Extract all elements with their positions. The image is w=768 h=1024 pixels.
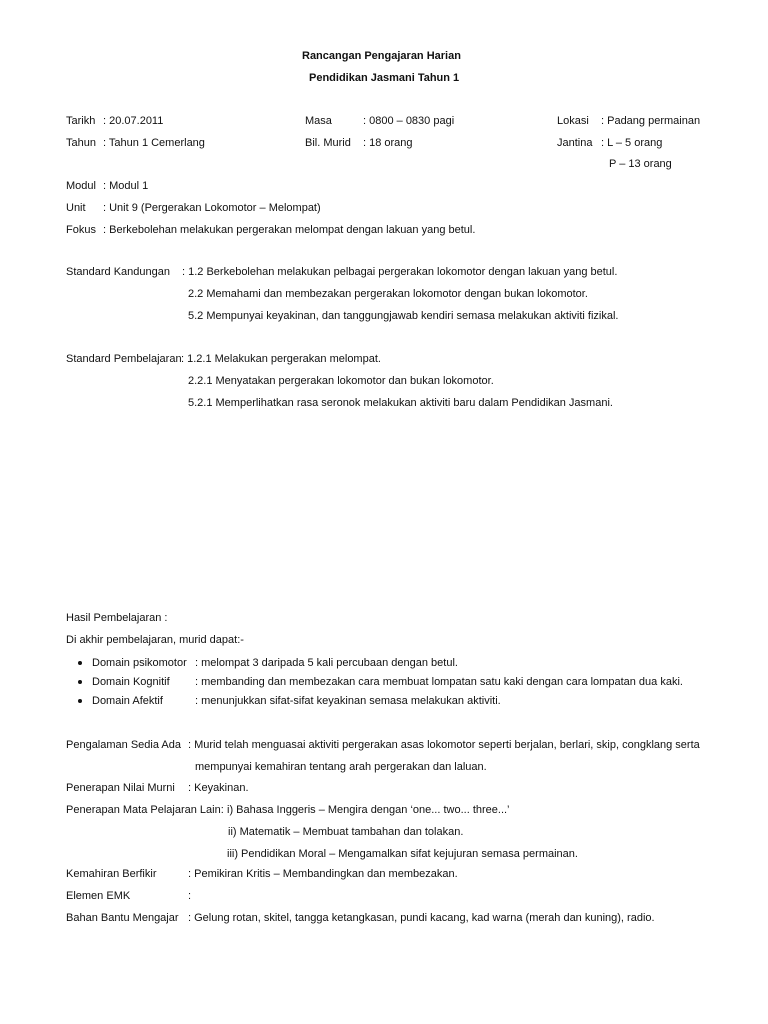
fokus-value: : Berkebolehan melakukan pergerakan melompat dengan lakuan yang betul. (103, 224, 476, 236)
unit-value: : Unit 9 (Pergerakan Lokomotor – Melompat) (103, 202, 321, 214)
domain-name: Domain psikomotor (92, 657, 187, 669)
nilai-murni-value: : Keyakinan. (188, 782, 249, 794)
domain-value: : menunjukkan sifat-sifat keyakinan semasa melakukan aktiviti. (195, 695, 501, 707)
kemahiran-label: Kemahiran Berfikir (66, 868, 157, 880)
standard-pembelajaran-item: 2.2.1 Menyatakan pergerakan lokomotor dan bukan lokomotor. (188, 375, 494, 387)
document-subtitle: Pendidikan Jasmani Tahun 1 (309, 72, 460, 84)
bullet-icon (78, 680, 82, 684)
lokasi-label: Lokasi (557, 115, 589, 127)
emk-label: Elemen EMK (66, 890, 131, 902)
tarikh-value: : 20.07.2011 (103, 115, 164, 127)
kemahiran-value: : Pemikiran Kritis – Membandingkan dan membezakan. (188, 868, 458, 880)
pengalaman-value-line1: : Murid telah menguasai aktiviti pergerakan asas lokomotor seperti berjalan, berlari, skip, congklang serta (188, 739, 700, 751)
jantina-label: Jantina (557, 137, 593, 149)
pengalaman-value-line2: mempunyai kemahiran tentang arah pergerakan dan laluan. (195, 761, 487, 773)
standard-kandungan-item: : 1.2 Berkebolehan melakukan pelbagai pergerakan lokomotor dengan lakuan yang betul. (182, 266, 618, 278)
masa-label: Masa (305, 115, 332, 127)
fokus-label: Fokus (66, 224, 96, 236)
tahun-value: : Tahun 1 Cemerlang (103, 137, 205, 149)
standard-kandungan-item: 2.2 Memahami dan membezakan pergerakan lokomotor dengan bukan lokomotor. (188, 288, 588, 300)
emk-value: : (188, 890, 192, 902)
document-title: Rancangan Pengajaran Harian (302, 50, 461, 62)
mata-pelajaran-item: i) Bahasa Inggeris – Mengira dengan ‘one... two... three...’ (227, 804, 510, 816)
standard-pembelajaran-item: : 1.2.1 Melakukan pergerakan melompat. (181, 353, 381, 365)
bahan-value: : Gelung rotan, skitel, tangga ketangkasan, pundi kacang, kad warna (merah dan kuning), radio. (188, 912, 655, 924)
mata-pelajaran-item: ii) Matematik – Membuat tambahan dan tolakan. (228, 826, 464, 838)
hasil-intro: Di akhir pembelajaran, murid dapat:- (66, 634, 244, 646)
hasil-pembelajaran-label: Hasil Pembelajaran : (66, 612, 168, 624)
bullet-icon (78, 661, 82, 665)
pengalaman-label: Pengalaman Sedia Ada (66, 739, 181, 751)
tarikh-label: Tarikh (66, 115, 96, 127)
unit-label: Unit (66, 202, 86, 214)
domain-value: : melompat 3 daripada 5 kali percubaan dengan betul. (195, 657, 458, 669)
jantina-value-lelaki: : L – 5 orang (601, 137, 663, 149)
modul-label: Modul (66, 180, 96, 192)
bil-murid-label: Bil. Murid (305, 137, 351, 149)
bullet-icon (78, 699, 82, 703)
tahun-label: Tahun (66, 137, 96, 149)
standard-kandungan-item: 5.2 Mempunyai keyakinan, dan tanggungjawab kendiri semasa melakukan aktiviti fizikal. (188, 310, 619, 322)
domain-name: Domain Afektif (92, 695, 163, 707)
standard-kandungan-label: Standard Kandungan (66, 266, 170, 278)
domain-name: Domain Kognitif (92, 676, 170, 688)
bil-murid-value: : 18 orang (363, 137, 413, 149)
mata-pelajaran-item: iii) Pendidikan Moral – Mengamalkan sifat kejujuran semasa permainan. (227, 848, 578, 860)
standard-pembelajaran-item: 5.2.1 Memperlihatkan rasa seronok melakukan aktiviti baru dalam Pendidikan Jasmani. (188, 397, 613, 409)
modul-value: : Modul 1 (103, 180, 149, 192)
standard-pembelajaran-label: Standard Pembelajaran (66, 353, 182, 365)
domain-value: : membanding dan membezakan cara membuat lompatan satu kaki dengan cara lompatan dua kaki. (195, 676, 683, 688)
bahan-label: Bahan Bantu Mengajar (66, 912, 179, 924)
masa-value: : 0800 – 0830 pagi (363, 115, 455, 127)
lokasi-value: : Padang permainan (601, 115, 701, 127)
mata-pelajaran-label: Penerapan Mata Pelajaran Lain: (66, 804, 224, 816)
jantina-value-perempuan: P – 13 orang (609, 158, 672, 170)
nilai-murni-label: Penerapan Nilai Murni (66, 782, 175, 794)
